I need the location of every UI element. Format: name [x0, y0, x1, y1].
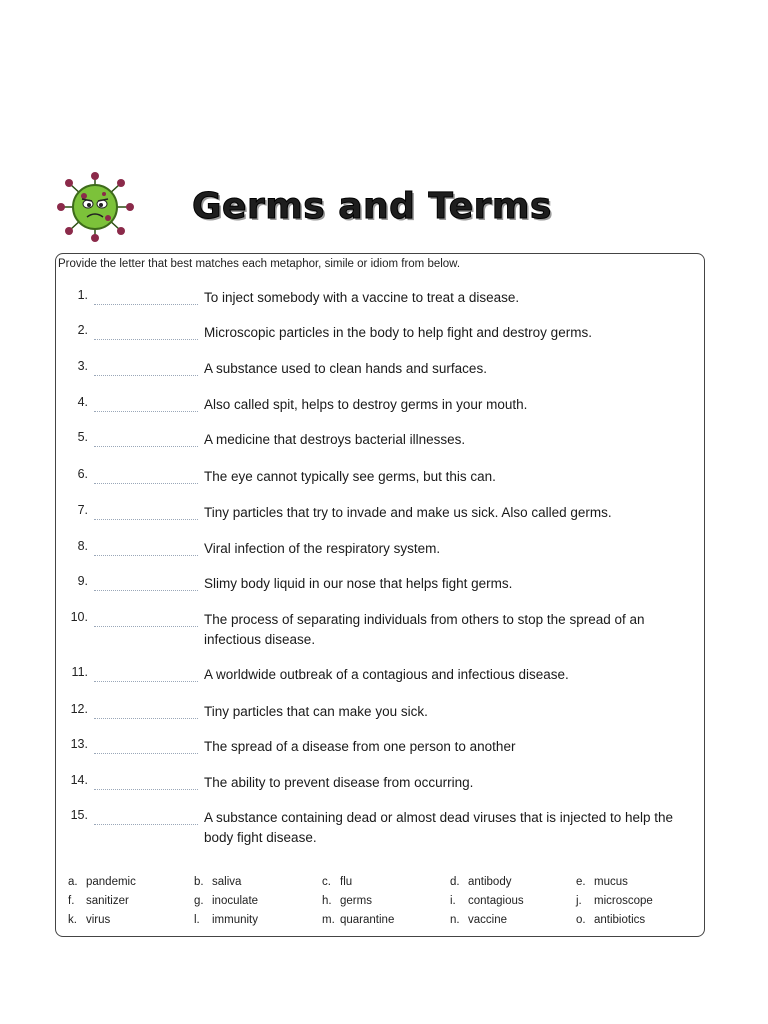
question-number: 12. — [70, 702, 88, 716]
germ-mascot-icon — [54, 172, 136, 242]
word-bank-item: m. quarantine — [322, 914, 395, 926]
answer-blank[interactable] — [94, 411, 198, 412]
word-bank — [56, 874, 704, 934]
question-number: 9. — [77, 574, 88, 588]
question-text: A medicine that destroys bacterial illnesses. — [204, 432, 466, 447]
answer-blank[interactable] — [94, 789, 198, 790]
question-text: A worldwide outbreak of a contagious and infectious disease. — [204, 667, 569, 682]
question-text: Microscopic particles in the body to help fight and destroy germs. — [204, 325, 592, 340]
word-bank-item: a. pandemic — [68, 876, 136, 888]
word-bank-item: l. immunity — [194, 914, 259, 926]
question-number: 4. — [77, 395, 88, 409]
question-text: A substance used to clean hands and surfaces. — [204, 361, 487, 376]
answer-blank[interactable] — [94, 519, 198, 520]
answer-blank[interactable] — [94, 304, 198, 305]
page-title: Germs and Terms — [192, 186, 552, 227]
word-bank-item: d. antibody — [450, 876, 512, 888]
question-number: 15. — [70, 808, 88, 822]
question-number: 11. — [71, 665, 88, 679]
word-bank-item: n. vaccine — [450, 914, 507, 926]
word-bank-item: b. saliva — [194, 876, 242, 888]
question-text: Slimy body liquid in our nose that helps fight germs. — [204, 576, 513, 591]
answer-blank[interactable] — [94, 590, 198, 591]
question-text: The eye cannot typically see germs, but this can. — [204, 469, 496, 484]
question-number: 14. — [70, 773, 88, 787]
word-bank-item: k. virus — [68, 914, 111, 926]
question-number: 3. — [77, 359, 88, 373]
question-number: 10. — [70, 610, 88, 624]
word-bank-item: f. sanitizer — [68, 895, 129, 907]
answer-blank[interactable] — [94, 375, 198, 376]
question-text: To inject somebody with a vaccine to treat a disease. — [204, 290, 520, 305]
question-number: 5. — [77, 430, 88, 444]
question-number: 6. — [77, 467, 88, 481]
word-bank-item: i. contagious — [450, 895, 524, 907]
question-text: Tiny particles that try to invade and make us sick. Also called germs. — [204, 505, 612, 520]
question-text: Tiny particles that can make you sick. — [204, 704, 428, 719]
answer-blank[interactable] — [94, 446, 198, 447]
answer-blank[interactable] — [94, 824, 198, 825]
word-bank-item: h. germs — [322, 895, 372, 907]
instructions: Provide the letter that best matches each metaphor, simile or idiom from below. — [58, 258, 461, 270]
question-text: Also called spit, helps to destroy germs in your mouth. — [204, 397, 528, 412]
question-number: 7. — [77, 503, 88, 517]
answer-blank[interactable] — [94, 753, 198, 754]
word-bank-item: o. antibiotics — [576, 914, 646, 926]
answer-blank[interactable] — [94, 681, 198, 682]
question-text: The spread of a disease from one person to another — [204, 739, 516, 754]
question-number: 1. — [77, 288, 88, 302]
question-number: 13. — [70, 737, 88, 751]
answer-blank[interactable] — [94, 339, 198, 340]
question-number: 8. — [77, 539, 88, 553]
question-number: 2. — [77, 323, 88, 337]
question-text: The ability to prevent disease from occurring. — [204, 775, 474, 790]
question-text: The process of separating individuals from others to stop the spread of an infectious disease. — [204, 612, 645, 647]
answer-blank[interactable] — [94, 555, 198, 556]
answer-blank[interactable] — [94, 718, 198, 719]
worksheet-box — [55, 253, 705, 937]
word-bank-item: e. mucus — [576, 876, 628, 888]
word-bank-item: j. microscope — [576, 895, 653, 907]
question-text: Viral infection of the respiratory system. — [204, 541, 441, 556]
answer-blank[interactable] — [94, 626, 198, 627]
word-bank-item: g. inoculate — [194, 895, 259, 907]
question-text: A substance containing dead or almost dead viruses that is injected to help the body fight disease. — [204, 810, 674, 845]
word-bank-item: c. flu — [322, 876, 353, 888]
answer-blank[interactable] — [94, 483, 198, 484]
